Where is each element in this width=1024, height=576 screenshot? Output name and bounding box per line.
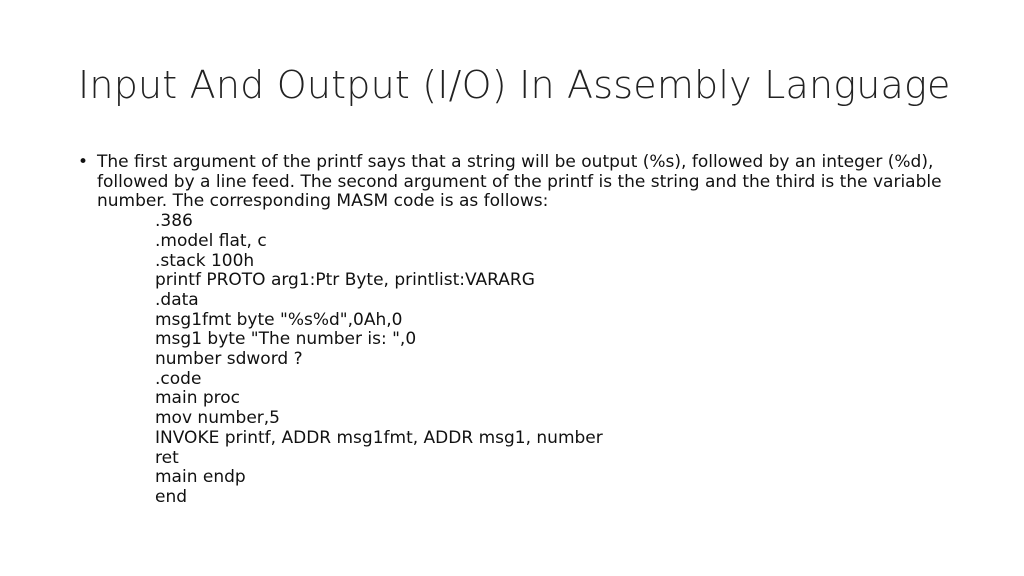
code-line: number sdword ? [155, 349, 303, 370]
code-line: .386 [155, 211, 193, 232]
code-line: INVOKE printf, ADDR msg1fmt, ADDR msg1, number [155, 427, 603, 448]
code-line: printf PROTO arg1:Ptr Byte, printlist:VARARG [155, 270, 535, 291]
code-line: .model flat, c [155, 230, 267, 251]
code-line: mov number,5 [155, 408, 280, 429]
code-line: .data [155, 289, 199, 310]
code-listing [155, 212, 958, 508]
code-line: .stack 100h [155, 250, 255, 271]
code-line: .code [155, 368, 202, 389]
code-line: end [155, 486, 188, 507]
slide-content [78, 153, 958, 508]
code-line: ret [155, 447, 179, 468]
code-line: msg1fmt byte "%s%d",0Ah,0 [155, 309, 403, 330]
code-line: main proc [155, 388, 241, 409]
bullet-item [78, 153, 958, 212]
bullet-paragraph: The first argument of the printf says that a string will be output (%s), followed by an integer (%d), followed by a line feed. The second argument of the printf is the string and the third is the variable number. The corresponding MASM code is as follows: [97, 152, 942, 212]
code-line: main endp [155, 467, 246, 488]
code-line: msg1 byte "The number is: ",0 [155, 329, 417, 350]
slide-title: Input And Output (I/O) In Assembly Language [78, 63, 951, 107]
bullet-icon: • [78, 152, 89, 172]
